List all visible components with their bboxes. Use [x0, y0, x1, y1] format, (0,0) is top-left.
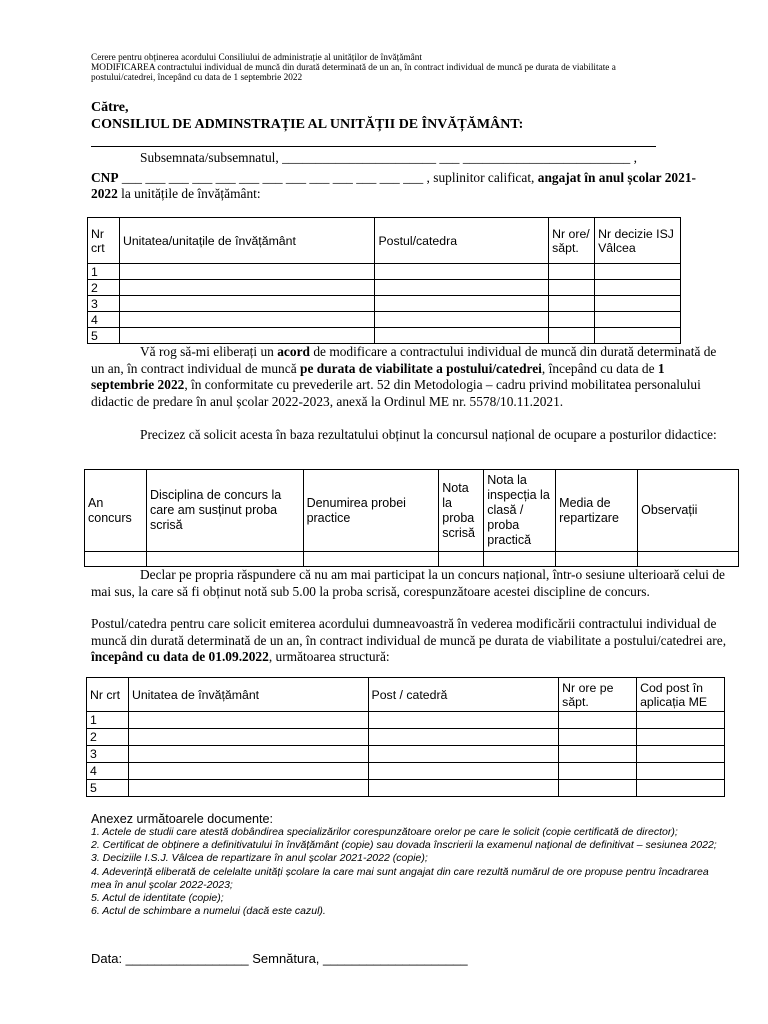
structure-table — [86, 677, 725, 797]
table-cell[interactable] — [549, 296, 595, 312]
table-row — [87, 746, 725, 763]
table-cell[interactable] — [484, 552, 556, 567]
structure-date: începând cu data de 01.09.2022 — [91, 649, 269, 664]
table-cell[interactable] — [375, 264, 549, 280]
col-nota-inspectie: Nota la inspecția la clasă / proba practică — [484, 470, 556, 552]
request-text-a: Vă rog să-mi eliberați un — [140, 344, 274, 359]
table-row — [87, 763, 725, 780]
contest-table — [84, 469, 739, 567]
annex-item: 2. Certificat de obținere a definitivatului în învățământ (copie) sau dovada înscrierii la examenul național de definitivat – sesiunea 2022; — [91, 839, 717, 852]
table-cell[interactable] — [128, 746, 368, 763]
structure-paragraph — [91, 616, 731, 666]
annex-item: 4. Adeverință eliberată de celelalte unități școlare la care mai sunt angajat din care rezultă numărul de ore propuse pentru încadrarea mea în anul școlar 2022-2023; — [91, 865, 709, 891]
table-cell[interactable] — [128, 763, 368, 780]
col-media: Media de repartizare — [556, 470, 638, 552]
table-cell[interactable] — [637, 712, 725, 729]
col-unitatea: Unitatea de învățământ — [128, 678, 368, 712]
table-cell[interactable] — [146, 552, 303, 567]
employed-text: angajat în anul școlar 2021- — [537, 170, 696, 185]
table-cell[interactable] — [368, 746, 559, 763]
table-cell[interactable] — [637, 780, 725, 797]
table-row — [88, 312, 681, 328]
table-cell[interactable] — [439, 552, 484, 567]
table-cell[interactable] — [637, 746, 725, 763]
col-proba-practica: Denumirea probei practice — [303, 470, 439, 552]
table-row — [85, 552, 739, 567]
table-row — [88, 280, 681, 296]
table-cell[interactable] — [549, 312, 595, 328]
declaration-paragraph: Declar pe propria răspundere că nu am mai participat la un concurs național, într-o sesiune ulterioară celui de mai sus, la care să fi obținut notă sub 5.00 la proba scrisă, corespunzătoare acestei discipline de concurs. — [91, 567, 725, 599]
col-nr-decizie: Nr decizie ISJ Vâlcea — [595, 218, 681, 264]
table-cell[interactable] — [549, 280, 595, 296]
table-cell[interactable] — [119, 280, 374, 296]
table-row — [87, 712, 725, 729]
year-end: 2022 — [91, 186, 118, 201]
table-cell[interactable] — [368, 780, 559, 797]
table-cell[interactable] — [559, 763, 637, 780]
request-text-d: , în conformitate cu prevederile art. 52 din Metodologia – cadru privind mobilitatea personalului didactic de predare în anul școlar 2022-2023, anexă la Ordinul ME nr. 5578/10.11.2021. — [91, 377, 701, 409]
table-cell[interactable] — [85, 552, 147, 567]
table-cell[interactable] — [368, 729, 559, 746]
units-line — [91, 186, 261, 202]
col-an-concurs: An concurs — [85, 470, 147, 552]
annex-item: 1. Actele de studii care atestă dobândirea specializărilor corespunzătoare orelor pe care le solicit (copie certificată de director); — [91, 826, 678, 838]
request-date: 1 septembrie 2022 — [91, 360, 665, 392]
table-header-row — [85, 470, 739, 552]
table-cell[interactable] — [128, 780, 368, 797]
table-cell[interactable] — [375, 296, 549, 312]
row-number: 2 — [88, 280, 120, 296]
table-cell[interactable] — [119, 264, 374, 280]
table-cell[interactable] — [368, 763, 559, 780]
row-number: 5 — [87, 780, 129, 797]
table-cell[interactable] — [559, 746, 637, 763]
undersigned-line: Subsemnata/subsemnatul, _______________________ ___ _________________________ , — [140, 150, 637, 165]
row-number: 2 — [87, 729, 129, 746]
table-cell[interactable] — [637, 763, 725, 780]
request-text-c: , începând cu data de — [541, 360, 655, 376]
table-cell[interactable] — [638, 552, 739, 567]
col-cod-post: Cod post în aplicația ME — [637, 678, 725, 712]
table-row — [87, 780, 725, 797]
col-nota-scrisa: Nota la proba scrisă — [439, 470, 484, 552]
header-line-3: postului/catedrei, începând cu data de 1 septembrie 2022 — [91, 73, 303, 83]
row-number: 4 — [88, 312, 120, 328]
cnp-line — [91, 170, 696, 186]
structure-text-a: Postul/catedra pentru care solicit emiterea acordului dumneavoastră în vederea modificării contractului individual de muncă din durată determinată de un an, în contract individual de muncă pe durata de viabilitate a postului/catedrei are, — [91, 616, 727, 648]
units-table — [87, 217, 681, 344]
cnp-blanks: ___ ___ ___ ___ ___ ___ ___ ___ ___ ___ ___ ___ ___ — [121, 170, 424, 185]
col-disciplina: Disciplina de concurs la care am susținut proba scrisă — [146, 470, 303, 552]
addressee-council: CONSILIUL DE ADMINSTRAȚIE AL UNITĂȚII DE ÎNVĂȚĂMÂNT: — [91, 117, 524, 132]
addressee-to: Către, — [91, 100, 129, 115]
table-row — [88, 264, 681, 280]
col-postul: Postul/catedra — [375, 218, 549, 264]
footer-line — [91, 951, 468, 966]
table-cell[interactable] — [128, 729, 368, 746]
table-row — [87, 729, 725, 746]
table-cell[interactable] — [595, 312, 681, 328]
request-acord: acord — [277, 344, 310, 359]
table-cell[interactable] — [128, 712, 368, 729]
header-line-2: MODIFICAREA contractului individual de muncă din durată determinată de un an, în contract individual de muncă pe durata de viabilitate a — [91, 63, 616, 73]
table-cell[interactable] — [595, 280, 681, 296]
col-nr-ore: Nr ore/ săpt. — [549, 218, 595, 264]
table-cell[interactable] — [595, 296, 681, 312]
row-number: 3 — [87, 746, 129, 763]
annex-title: Anexez următoarele documente: — [91, 812, 274, 826]
row-number: 4 — [87, 763, 129, 780]
header-line-1: Cerere pentru obținerea acordului Consiliului de administrație al unităților de învățământ — [91, 53, 422, 63]
annex-item: 6. Actul de schimbare a numelui (dacă este cazul). — [91, 905, 326, 918]
substitute-text: , suplinitor calificat, — [426, 170, 535, 185]
table-cell[interactable] — [637, 729, 725, 746]
table-cell[interactable] — [595, 264, 681, 280]
signature-field: Semnătura, ____________________ — [252, 951, 468, 966]
table-cell[interactable] — [549, 264, 595, 280]
table-cell[interactable] — [375, 328, 549, 344]
request-viability: pe durata de viabilitate a postului/catedrei — [300, 360, 542, 376]
table-cell[interactable] — [368, 712, 559, 729]
table-cell[interactable] — [119, 312, 374, 328]
annex-item: 3. Deciziile I.S.J. Vâlcea de repartizare în anul școlar 2021-2022 (copie); — [91, 852, 428, 865]
table-cell[interactable] — [303, 552, 439, 567]
table-cell[interactable] — [556, 552, 638, 567]
table-cell[interactable] — [595, 328, 681, 344]
annex-item: 5. Actul de identitate (copie); — [91, 892, 224, 905]
row-number: 1 — [88, 264, 120, 280]
request-text-b: de modificare a contractului individual de muncă din durată determinată de un an, în contract individual de muncă — [91, 344, 717, 376]
table-cell[interactable] — [559, 712, 637, 729]
table-cell[interactable] — [559, 780, 637, 797]
date-field: Data: _________________ — [91, 951, 249, 966]
row-number: 1 — [87, 712, 129, 729]
table-row — [88, 296, 681, 312]
table-cell[interactable] — [119, 296, 374, 312]
table-cell[interactable] — [119, 328, 374, 344]
table-row — [88, 328, 681, 344]
col-nr-ore: Nr ore pe săpt. — [559, 678, 637, 712]
table-cell[interactable] — [549, 328, 595, 344]
structure-text-b: , următoarea structură: — [268, 649, 390, 664]
annex-section — [91, 812, 731, 918]
col-unitati: Unitatea/unitațile de învățământ — [119, 218, 374, 264]
col-nr-crt: Nr crt — [87, 678, 129, 712]
divider-line — [91, 146, 656, 147]
cnp-label: CNP — [91, 170, 119, 185]
table-header-row — [87, 678, 725, 712]
units-text: la unitățile de învățământ: — [121, 186, 261, 201]
request-paragraph — [91, 344, 721, 410]
row-number: 3 — [88, 296, 120, 312]
specify-paragraph: Precizez că solicit acesta în baza rezultatului obținut la concursul național de ocupare a posturilor didactice: — [140, 427, 717, 442]
table-cell[interactable] — [559, 729, 637, 746]
table-header-row — [88, 218, 681, 264]
table-cell[interactable] — [375, 312, 549, 328]
col-post-catedra: Post / catedră — [368, 678, 559, 712]
col-nr-crt: Nr crt — [88, 218, 120, 264]
table-cell[interactable] — [375, 280, 549, 296]
row-number: 5 — [88, 328, 120, 344]
col-observatii: Observații — [638, 470, 739, 552]
